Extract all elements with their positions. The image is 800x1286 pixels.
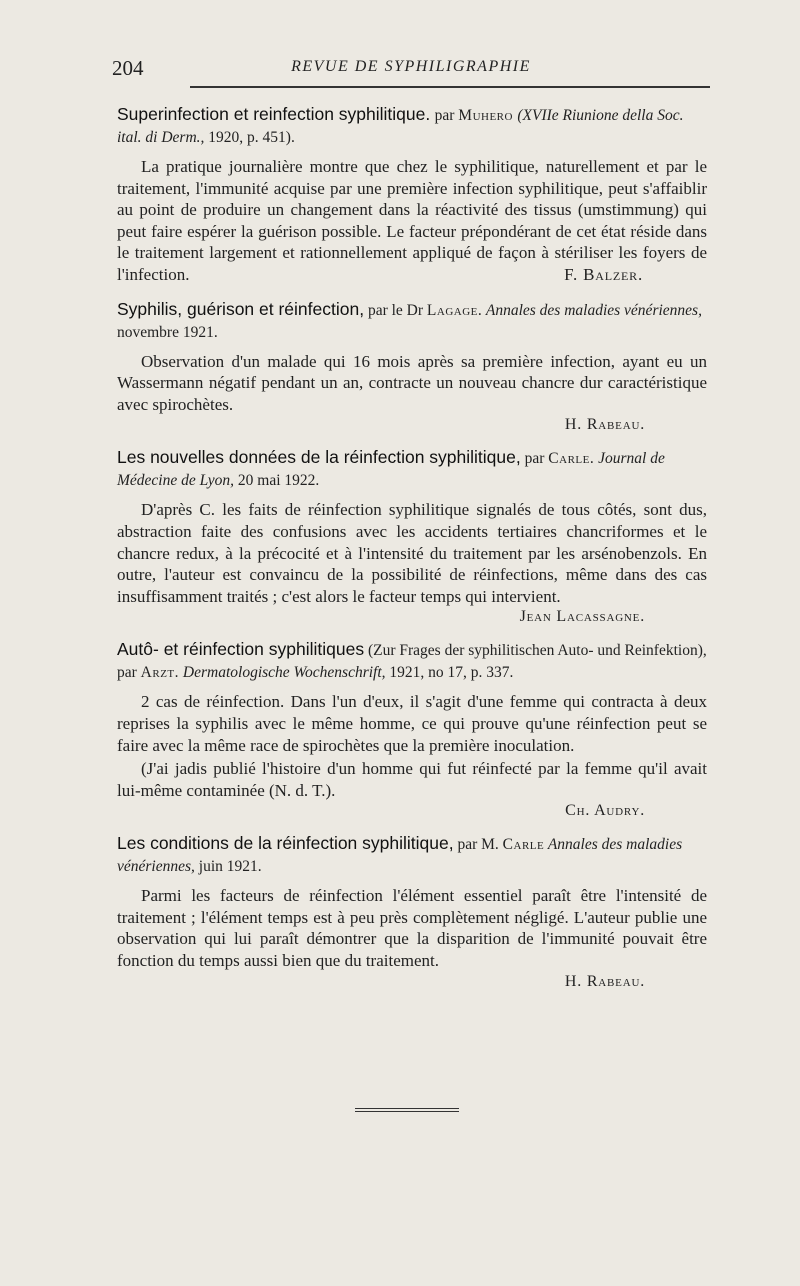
ref-prefix: par le Dr [364, 301, 427, 319]
entry-ref-tail: novembre 1921. [117, 323, 218, 341]
entry-signature: F. Balzer. [564, 264, 643, 284]
article-entry [117, 447, 707, 626]
entry-signature: H. Rabeau. [564, 972, 645, 990]
entry-author: Carle. [548, 450, 595, 468]
entry-heading: Autô- et réinfection syphilitiques [117, 639, 365, 660]
entry-ref-tail: juin 1921. [194, 858, 262, 876]
entry-source: Dermatologische Wochenschrift, [179, 664, 386, 682]
entry-signature: Ch. Audry. [565, 802, 645, 820]
entry-source: Annales des maladies vénériennes, [482, 301, 702, 319]
entry-paragraph: D'après C. les faits de réinfection syphilitique signalés de tous côtés, sont dus, abstraction faite des confusions avec les accidents tertiaires chancriformes et le chancre redux, à la précocité et à l'intensité du traitement par les arsénobenzols. En outre, l'auteur est convaincu de la possibilité de réinfections, même dans des cas insuffisamment traités ; c'est alors le facteur temps qui intervient. [117, 500, 707, 606]
running-title: REVUE DE SYPHILIGRAPHIE [291, 58, 531, 75]
page-number: 204 [112, 56, 144, 80]
entry-heading: Syphilis, guérison et réinfection, [117, 298, 365, 319]
entry-signature: Jean Lacassagne. [519, 608, 645, 626]
ref-prefix: par M. [453, 836, 503, 854]
entry-ref-tail: 20 mai 1922. [234, 472, 320, 490]
entry-author: Lagage. [426, 301, 483, 319]
entry-paragraph: Parmi les facteurs de réinfection l'élément essentiel paraît être l'intensité de traitement ; l'élément temps est à peu près complètement négligé. L'auteur publie une observation qui lui paraît démontrer que la disparition de l'immunité pouvait être fonction du temps aussi bien que du traitement. [117, 886, 707, 971]
ref-prefix: (Zur Frages der syphilitischen Auto- und Reinfektion), par [117, 642, 707, 682]
entry-signature: H. Rabeau. [564, 416, 645, 434]
entry-author: Muhero [458, 107, 513, 124]
ref-prefix: par [520, 450, 549, 468]
entry-source: (XVIIe Riunione della Soc. ital. di Derm., [117, 107, 684, 146]
entry-author: Arzt. [140, 664, 180, 682]
entry-title [117, 104, 707, 148]
article-list [117, 104, 707, 1004]
entry-heading: Les nouvelles données de la réinfection syphilitique, [117, 447, 521, 468]
entry-paragraph: 2 cas de réinfection. Dans l'un d'eux, il s'agit d'une femme qui contracta à deux reprises la syphilis avec le même homme, ce qui prouve qu'une réinfection peut se faire avec la même race de spirochètes que la première inoculation. [117, 692, 707, 755]
entry-heading: Les conditions de la réinfection syphilitique, [117, 833, 454, 854]
header-rule [190, 86, 710, 89]
entry-title [117, 833, 707, 877]
entry-heading: Superinfection et reinfection syphilitique. [117, 104, 431, 124]
entry-ref-tail: 1921, no 17, p. 337. [385, 664, 514, 682]
article-entry [117, 299, 707, 435]
entry-title [117, 447, 707, 491]
entry-title [117, 299, 707, 343]
entry-source: Journal de Médecine de Lyon, [117, 450, 665, 490]
page-header [112, 56, 710, 86]
ref-prefix: par [434, 107, 459, 124]
entry-ref-tail: 1920, p. 451). [204, 129, 295, 146]
article-entry [117, 639, 707, 820]
entry-source: Annales des maladies vénériennes, [117, 836, 683, 876]
entry-paragraph: Observation d'un malade qui 16 mois après sa première infection, ayant eu un Wassermann négatif pendant un an, contracte un nouveau chancre dur caractéristique avec spirochètes. [117, 351, 707, 414]
entry-title [117, 639, 707, 683]
end-rule [355, 1108, 459, 1112]
paragraph-text: La pratique journalière montre que chez le syphilitique, naturellement et par le traitement, l'immunité acquise par une première infection syphilitique, peut s'affaiblir au point de produire un changement dans la réactivité des tissus (umstimmung) qui peut faire espérer la guérison possible. Le facteur prépondérant de cet état réside dans le traitement largement et rationnellement appliqué de façon à stériliser les foyers de l'infection. [117, 157, 707, 284]
entry-author: Carle [502, 836, 545, 854]
article-entry [117, 104, 707, 286]
entry-paragraph [117, 156, 707, 286]
article-entry [117, 833, 707, 990]
entry-paragraph: (J'ai jadis publié l'histoire d'un homme qui fut réinfecté par la femme qu'il avait lui-même contaminée (N. d. T.). [117, 759, 707, 800]
